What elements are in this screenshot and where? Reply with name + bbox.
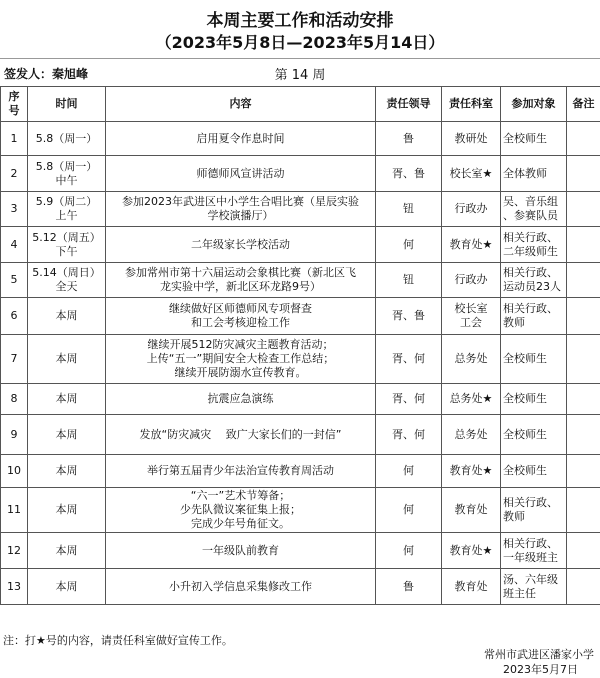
cell-office: 校长室 工会 <box>442 298 501 335</box>
divider <box>0 58 600 59</box>
cell-remark <box>567 263 600 298</box>
signer-text: 签发人：秦旭峰 <box>4 67 89 81</box>
table-row <box>1 227 600 263</box>
cell-leader: 何 <box>376 488 442 533</box>
cell-remark <box>567 192 600 227</box>
cell-office: 教育处 <box>442 569 501 605</box>
cell-leader: 何 <box>376 533 442 569</box>
cell-index: 10 <box>1 455 28 488</box>
date-range: （2023年5月8日—2023年5月14日） <box>155 33 445 52</box>
cell-leader: 胥、鲁 <box>376 156 442 192</box>
cell-content: 师德师风宣讲活动 <box>106 156 376 192</box>
week-label <box>0 64 600 83</box>
cell-office: 总务处 <box>442 415 501 455</box>
cell-index: 9 <box>1 415 28 455</box>
table-row <box>1 156 600 192</box>
cell-leader: 鲁 <box>376 569 442 605</box>
header-leader: 责任领导 <box>376 87 442 122</box>
cell-remark <box>567 156 600 192</box>
cell-audience: 相关行政、 二年级师生 <box>501 227 567 263</box>
cell-index: 5 <box>1 263 28 298</box>
cell-office: 行政办 <box>442 263 501 298</box>
cell-audience: 全校师生 <box>501 335 567 384</box>
cell-content: 启用夏令作息时间 <box>106 122 376 156</box>
cell-office: 教育处★ <box>442 455 501 488</box>
cell-audience: 全校师生 <box>501 384 567 415</box>
school-name: 常州市武进区潘家小学 <box>484 648 594 661</box>
table-row <box>1 192 600 227</box>
cell-content: 举行第五届青少年法治宣传教育周活动 <box>106 455 376 488</box>
table-row <box>1 263 600 298</box>
cell-office: 教研处 <box>442 122 501 156</box>
cell-audience: 全校师生 <box>501 415 567 455</box>
cell-content: 抗震应急演练 <box>106 384 376 415</box>
meta-row <box>0 61 600 85</box>
cell-office: 总务处 <box>442 335 501 384</box>
cell-leader: 胥、鲁 <box>376 298 442 335</box>
document-title: 本周主要工作和活动安排 <box>206 11 394 31</box>
cell-index: 6 <box>1 298 28 335</box>
table-row <box>1 455 600 488</box>
cell-time: 5.8（周一） <box>28 122 106 156</box>
cell-leader: 何 <box>376 227 442 263</box>
cell-index: 4 <box>1 227 28 263</box>
cell-index: 8 <box>1 384 28 415</box>
cell-content: 继续开展512防灾减灾主题教育活动； 上传“五一”期间安全大检查工作总结； 继续开展防溺水宣传教育。 <box>106 335 376 384</box>
table-row <box>1 335 600 384</box>
header-office: 责任科室 <box>442 87 501 122</box>
table-row <box>1 298 600 335</box>
cell-audience: 吴、音乐组 、参赛队员 <box>501 192 567 227</box>
cell-time: 本周 <box>28 455 106 488</box>
cell-leader: 钮 <box>376 192 442 227</box>
cell-time: 本周 <box>28 335 106 384</box>
cell-time: 本周 <box>28 384 106 415</box>
cell-content: 参加2023年武进区中小学生合唱比赛（星辰实验 学校演播厅） <box>106 192 376 227</box>
cell-leader: 胥、何 <box>376 384 442 415</box>
cell-audience: 汤、六年级 班主任 <box>501 569 567 605</box>
cell-time: 5.12（周五） 下午 <box>28 227 106 263</box>
header-time: 时间 <box>28 87 106 122</box>
cell-audience: 相关行政、 教师 <box>501 488 567 533</box>
cell-content: “六一”艺术节筹备； 少先队微议案征集上报； 完成少年号角征文。 <box>106 488 376 533</box>
footnote: 注：打★号的内容，请责任科室做好宣传工作。 <box>3 634 233 647</box>
cell-audience: 全校师生 <box>501 455 567 488</box>
cell-office: 校长室★ <box>442 156 501 192</box>
table-row <box>1 415 600 455</box>
header-remarks: 备注 <box>567 87 600 122</box>
cell-audience: 相关行政、 教师 <box>501 298 567 335</box>
cell-office: 教育处★ <box>442 227 501 263</box>
cell-remark <box>567 384 600 415</box>
cell-audience: 全体教师 <box>501 156 567 192</box>
cell-remark <box>567 122 600 156</box>
schedule-table <box>0 86 600 605</box>
cell-leader: 钮 <box>376 263 442 298</box>
table-row <box>1 122 600 156</box>
cell-index: 1 <box>1 122 28 156</box>
week-text: 第 14 周 <box>274 68 326 83</box>
cell-time: 本周 <box>28 415 106 455</box>
cell-content: 二年级家长学校活动 <box>106 227 376 263</box>
cell-office: 总务处★ <box>442 384 501 415</box>
table-header-row <box>1 87 600 122</box>
cell-office: 教育处 <box>442 488 501 533</box>
cell-audience: 相关行政、 运动员23人 <box>501 263 567 298</box>
signer <box>4 65 88 82</box>
cell-leader: 胥、何 <box>376 335 442 384</box>
cell-index: 12 <box>1 533 28 569</box>
cell-time: 本周 <box>28 488 106 533</box>
cell-content: 发放“防灾减灾 致广大家长们的一封信” <box>106 415 376 455</box>
cell-remark <box>567 533 600 569</box>
cell-audience: 全校师生 <box>501 122 567 156</box>
cell-index: 2 <box>1 156 28 192</box>
table-row <box>1 384 600 415</box>
cell-time: 本周 <box>28 533 106 569</box>
cell-remark <box>567 298 600 335</box>
cell-leader: 何 <box>376 455 442 488</box>
cell-time: 5.8（周一） 中午 <box>28 156 106 192</box>
cell-remark <box>567 488 600 533</box>
cell-time: 本周 <box>28 298 106 335</box>
header-content: 内容 <box>106 87 376 122</box>
cell-content: 小升初入学信息采集修改工作 <box>106 569 376 605</box>
cell-remark <box>567 335 600 384</box>
cell-remark <box>567 227 600 263</box>
cell-time: 5.9（周二） 上午 <box>28 192 106 227</box>
table-row <box>1 533 600 569</box>
cell-time: 5.14（周日） 全天 <box>28 263 106 298</box>
cell-content: 继续做好区师德师风专项督查 和工会考核迎检工作 <box>106 298 376 335</box>
cell-index: 11 <box>1 488 28 533</box>
cell-remark <box>567 455 600 488</box>
cell-remark <box>567 569 600 605</box>
cell-index: 7 <box>1 335 28 384</box>
header-audience: 参加对象 <box>501 87 567 122</box>
cell-office: 教育处★ <box>442 533 501 569</box>
issue-date: 2023年5月7日 <box>503 663 578 676</box>
cell-office: 行政办 <box>442 192 501 227</box>
cell-remark <box>567 415 600 455</box>
table-row <box>1 488 600 533</box>
cell-content: 一年级队前教育 <box>106 533 376 569</box>
header-index: 序 号 <box>1 87 28 122</box>
cell-content: 参加常州市第十六届运动会象棋比赛（新北区飞 龙实验中学，新北区环龙路9号） <box>106 263 376 298</box>
cell-leader: 鲁 <box>376 122 442 156</box>
cell-index: 13 <box>1 569 28 605</box>
cell-index: 3 <box>1 192 28 227</box>
cell-time: 本周 <box>28 569 106 605</box>
table-row <box>1 569 600 605</box>
cell-leader: 胥、何 <box>376 415 442 455</box>
cell-audience: 相关行政、 一年级班主 <box>501 533 567 569</box>
